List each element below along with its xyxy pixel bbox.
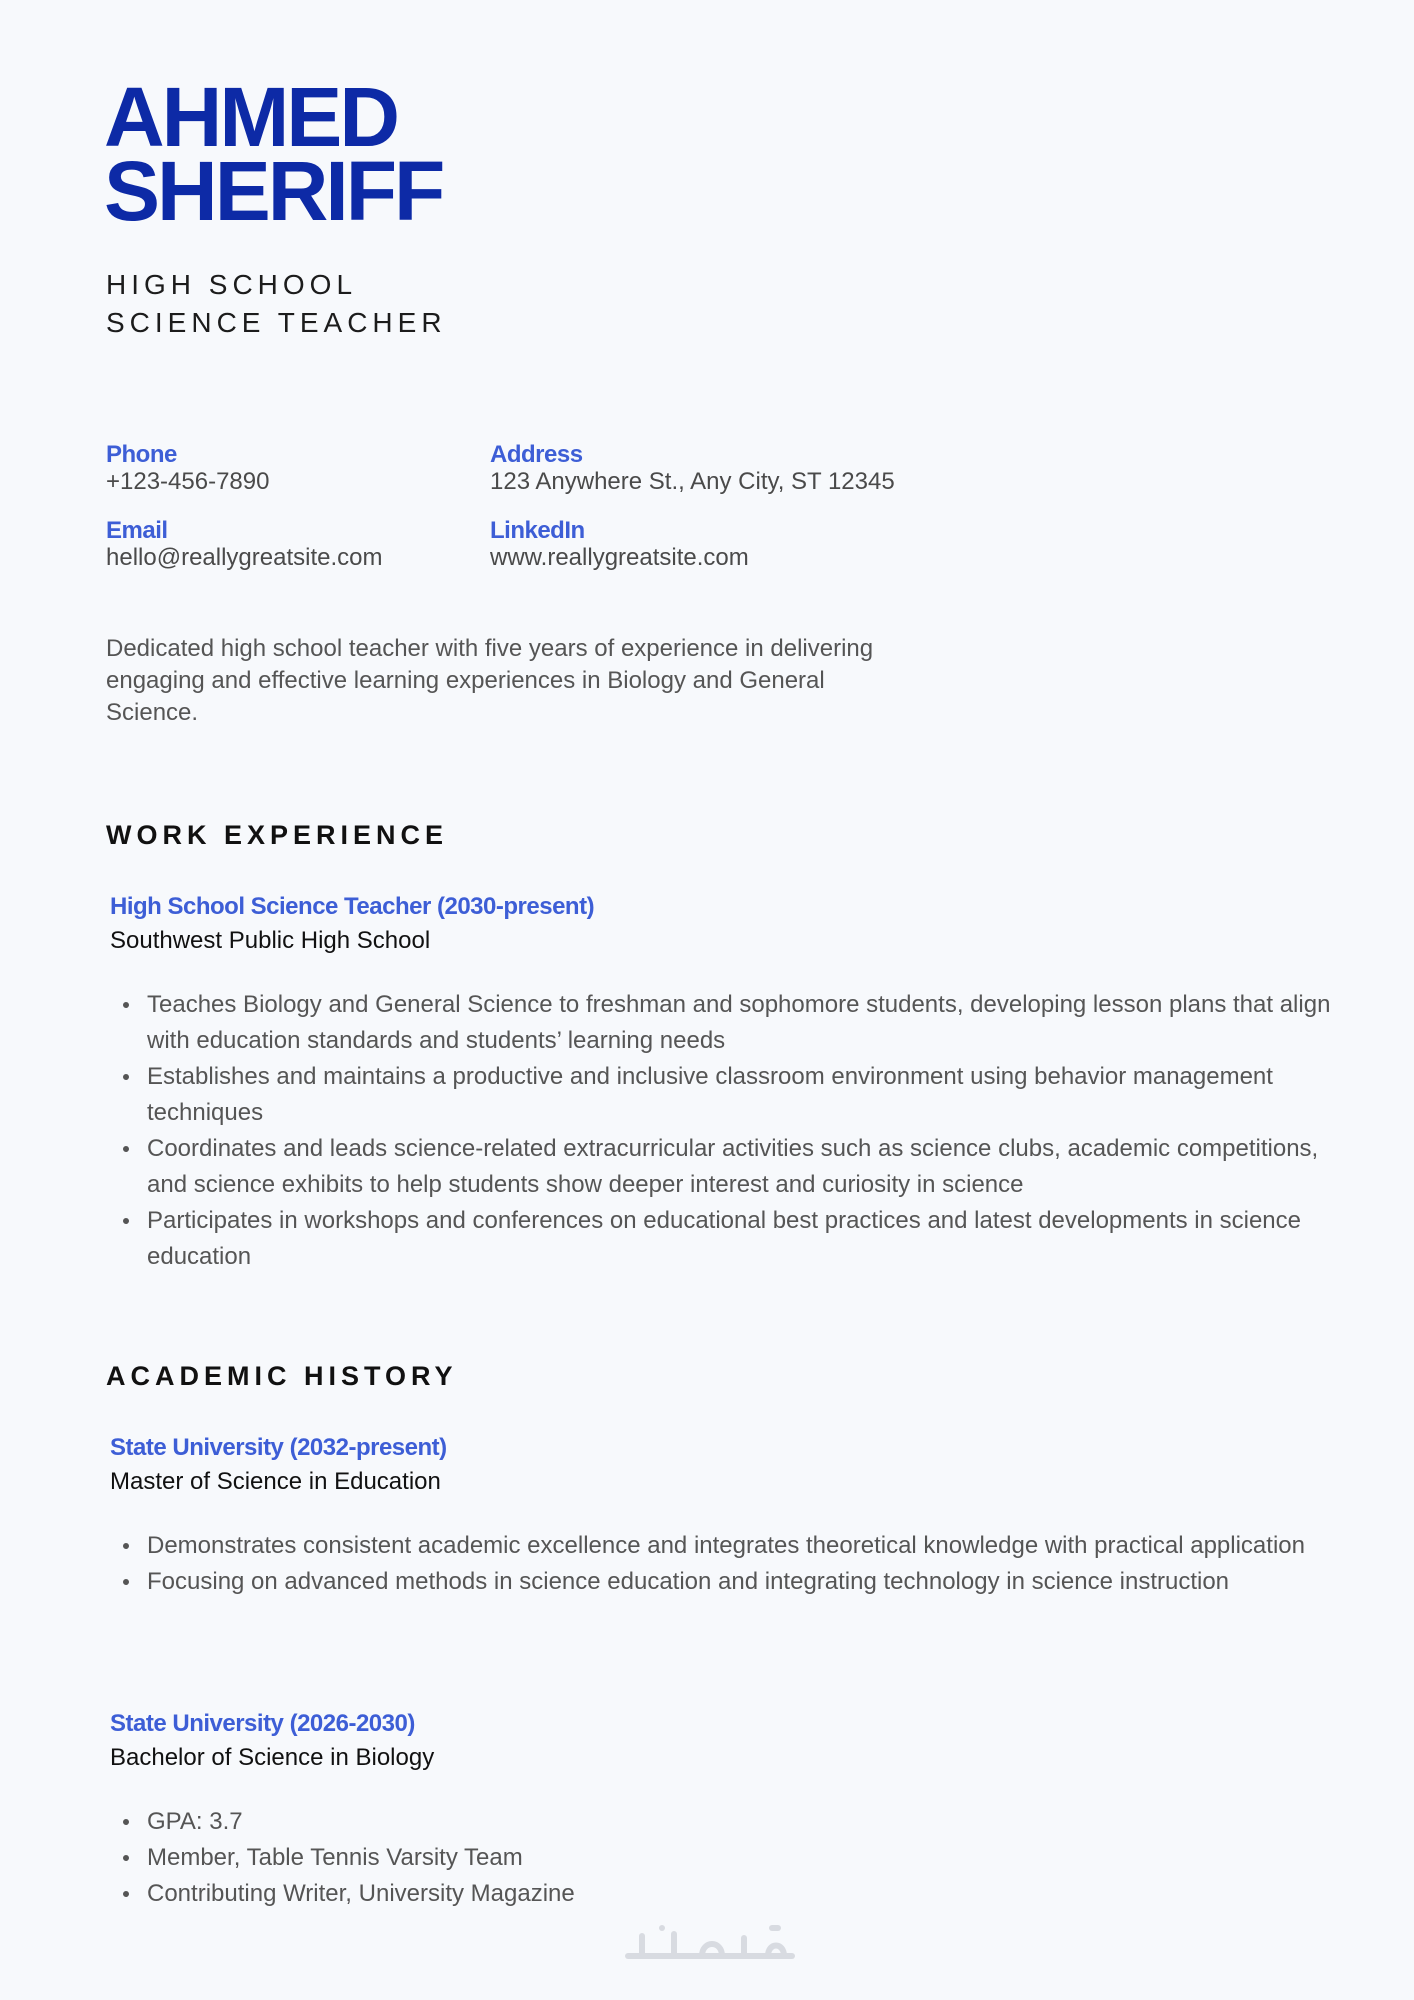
academic-entry-title: State University (2026-2030) (110, 1710, 415, 1737)
job-title-line2: SCIENCE TEACHER (106, 307, 447, 338)
list-item: Coordinates and leads science-related extracurricular activities such as science clubs, academic competitions, and science exhibits to help students show deeper interest and curiosity in science (147, 1131, 1347, 1203)
candidate-name (104, 70, 443, 238)
academic-entry-title: State University (2032-present) (110, 1434, 447, 1461)
list-item: Member, Table Tennis Varsity Team (147, 1840, 1347, 1876)
work-employer: Southwest Public High School (110, 927, 431, 954)
list-item: Focusing on advanced methods in science education and integrating technology in science instruction (147, 1564, 1347, 1600)
list-item: Demonstrates consistent academic excellence and integrates theoretical knowledge with practical application (147, 1528, 1347, 1564)
linkedin-label: LinkedIn (490, 517, 585, 544)
address-label: Address (490, 441, 583, 468)
list-item: Teaches Biology and General Science to freshman and sophomore students, developing lesson plans that align with education standards and students’ learning needs (147, 987, 1347, 1059)
phone-label: Phone (106, 441, 177, 468)
list-item: Contributing Writer, University Magazine (147, 1876, 1347, 1912)
work-title: High School Science Teacher (2030-present) (110, 893, 595, 920)
name-last: SHERIFF (104, 144, 443, 238)
profile-summary: Dedicated high school teacher with five years of experience in delivering engaging and effective learning experiences in Biology and General Science. (106, 635, 874, 726)
academic-entry-degree: Master of Science in Education (110, 1468, 441, 1495)
email-value[interactable]: hello@reallygreatsite.com (106, 544, 383, 571)
list-item: Establishes and maintains a productive and inclusive classroom environment using behavior management techniques (147, 1059, 1347, 1131)
work-bullets (110, 987, 1347, 1275)
academic-entry-degree: Bachelor of Science in Biology (110, 1744, 435, 1771)
work-experience-heading: WORK EXPERIENCE (106, 820, 449, 850)
academic-entry-bullets (110, 1528, 1347, 1600)
academic-entry-bullets (110, 1804, 1347, 1912)
address-value: 123 Anywhere St., Any City, ST 12345 (490, 468, 895, 495)
academic-history-heading: ACADEMIC HISTORY (106, 1361, 458, 1391)
linkedin-value[interactable]: www.reallygreatsite.com (490, 544, 749, 571)
list-item: GPA: 3.7 (147, 1804, 1347, 1840)
email-label: Email (106, 517, 168, 544)
list-item: Participates in workshops and conferences on educational best practices and latest developments in science education (147, 1203, 1347, 1275)
watermark-logo (622, 1920, 798, 1964)
job-title (106, 266, 447, 342)
job-title-line1: HIGH SCHOOL (106, 269, 358, 300)
phone-value: +123-456-7890 (106, 468, 270, 495)
name-first: AHMED (104, 70, 397, 164)
